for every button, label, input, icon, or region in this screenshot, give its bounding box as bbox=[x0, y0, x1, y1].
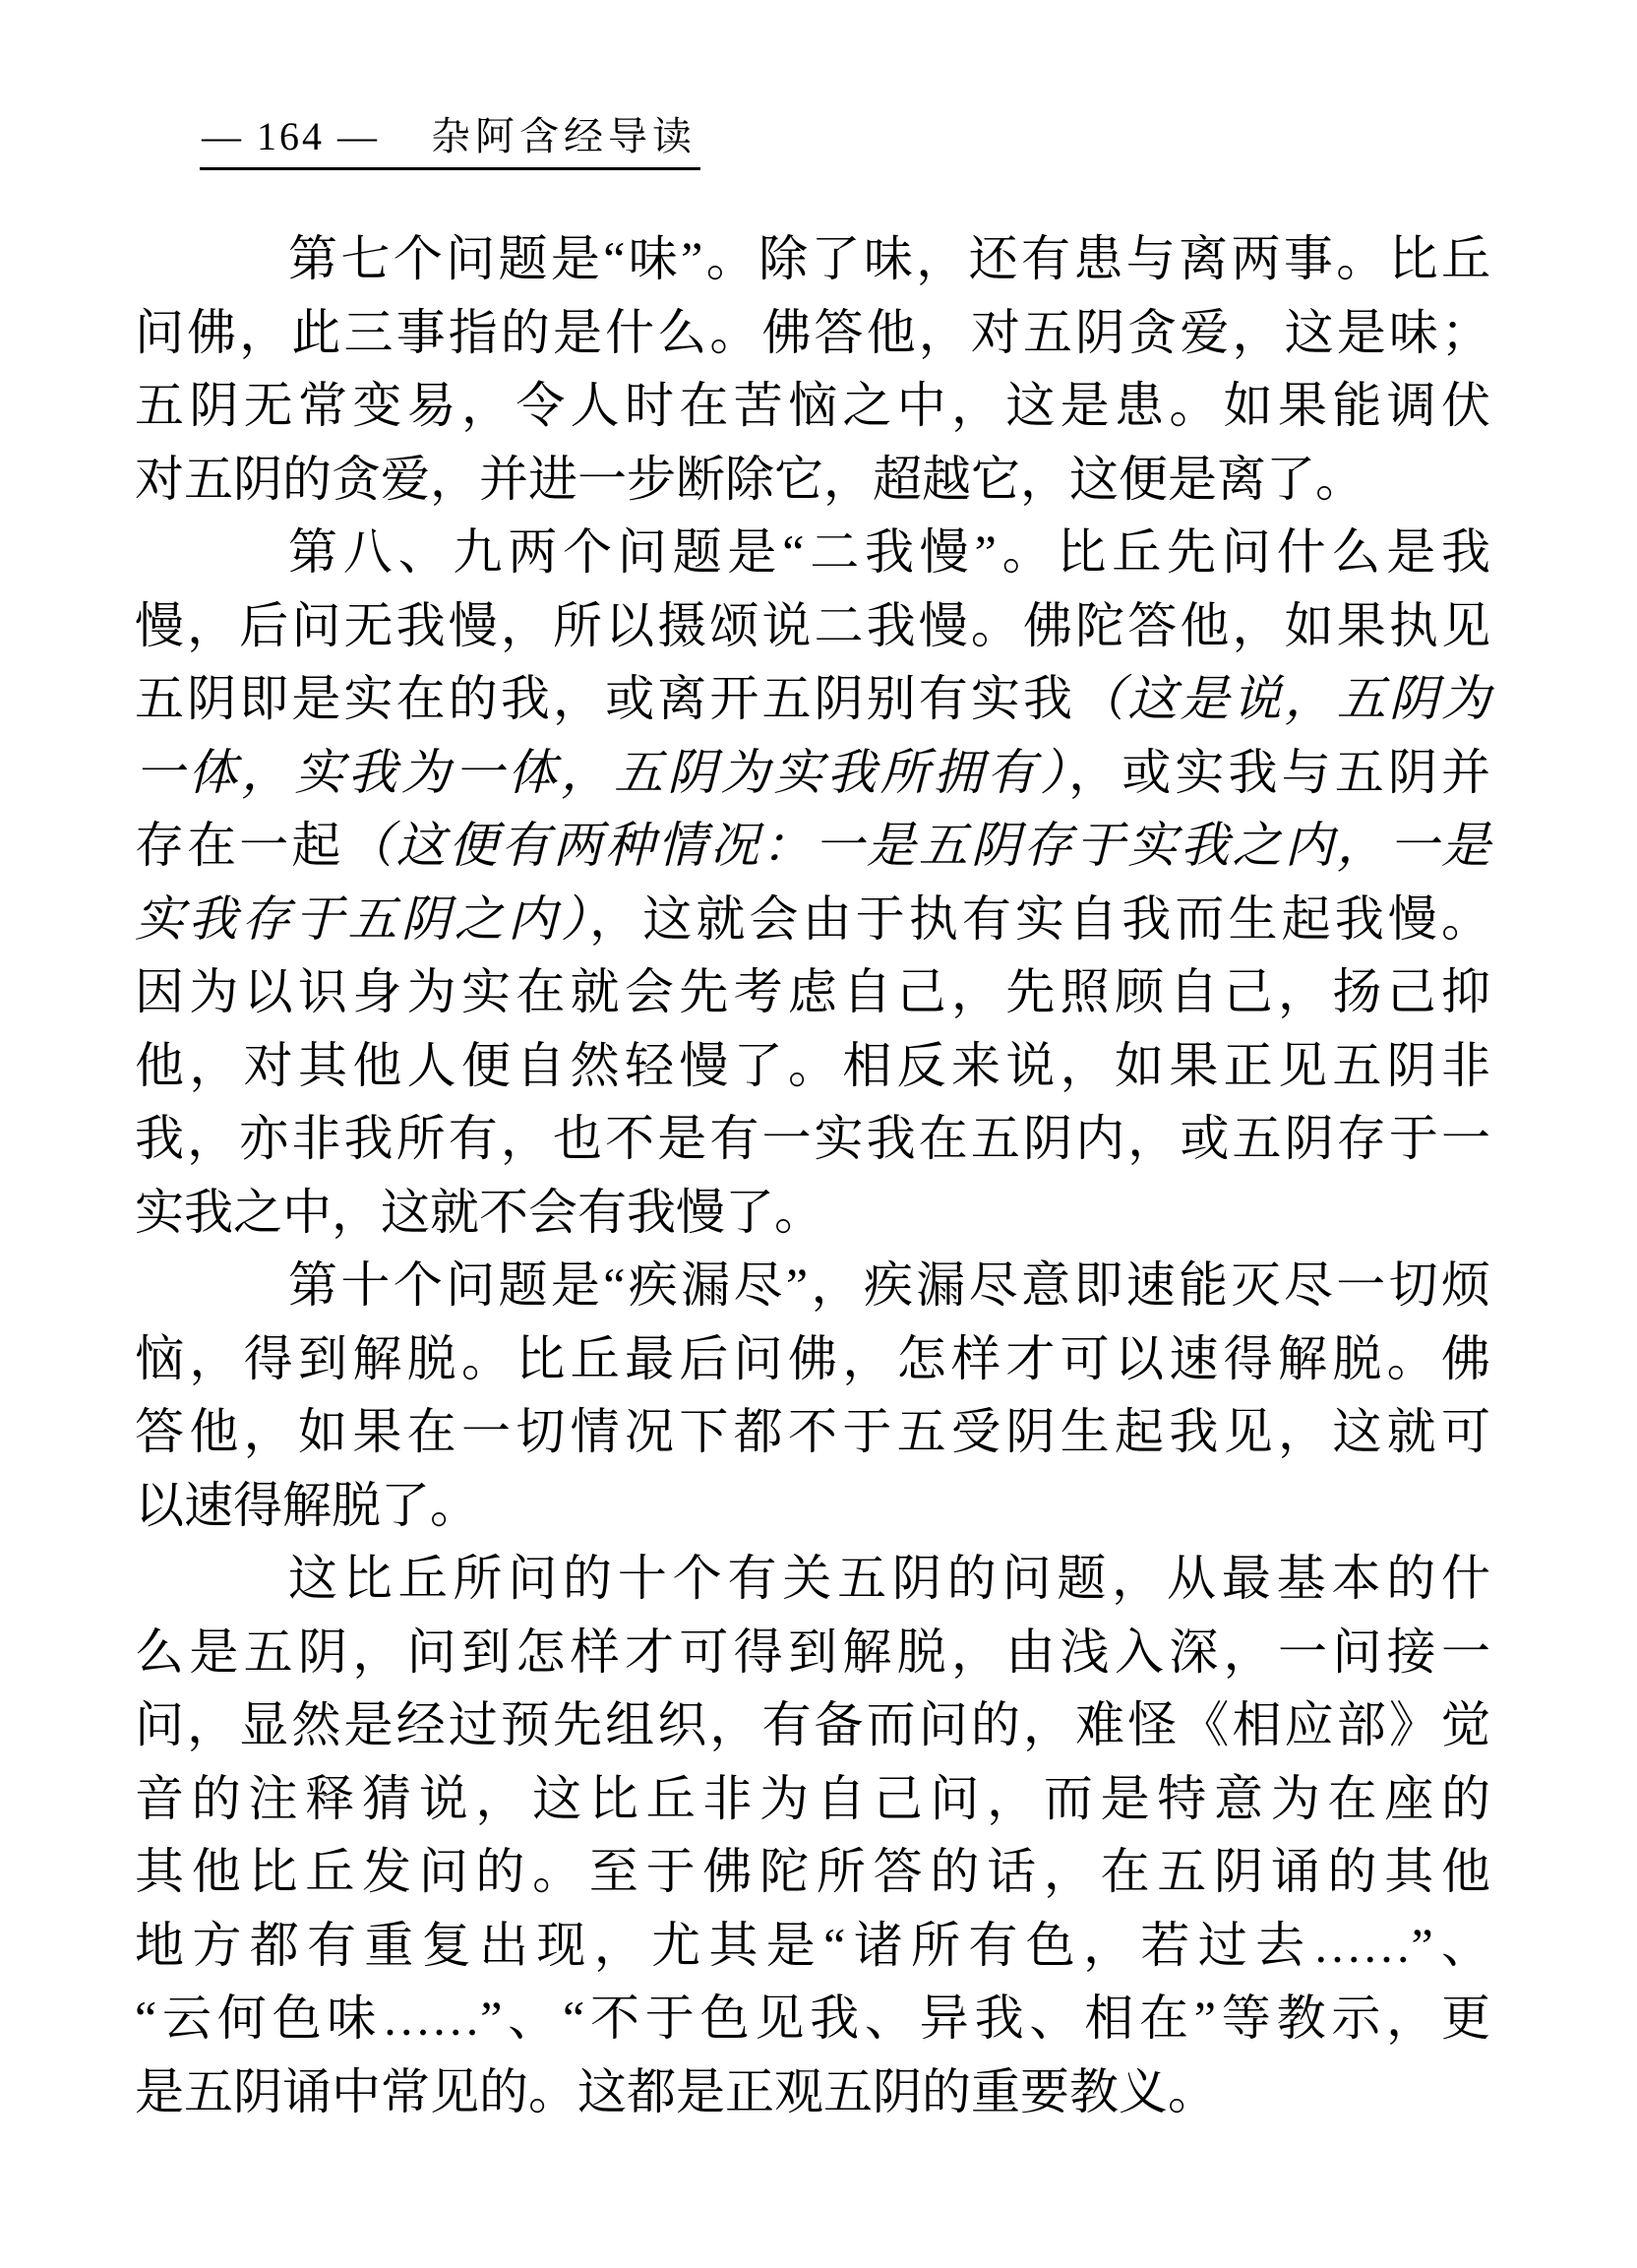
body-text-segment: 他，对其他人便自然轻慢了。相反来说，如果正见五阴非 bbox=[135, 1037, 1490, 1093]
page-number: — 164 — bbox=[202, 114, 380, 158]
body-text-segment: 问佛，此三事指的是什么。佛答他，对五阴贪爱，这是味； bbox=[135, 304, 1490, 360]
body-text-segment: 以速得解脱了。 bbox=[135, 1477, 479, 1533]
text-line bbox=[135, 1029, 1490, 1103]
kaiti-parenthetical-text: 实我存于五阴之内） bbox=[135, 890, 590, 947]
text-line bbox=[135, 883, 1490, 956]
running-head bbox=[200, 114, 700, 170]
text-line bbox=[135, 589, 1490, 663]
book-title: 杂阿含经导读 bbox=[431, 114, 697, 158]
text-line bbox=[135, 1909, 1490, 1983]
body-text-segment: 我，亦非我所有，也不是有一实我在五阴内，或五阴存于一 bbox=[135, 1111, 1490, 1166]
text-line bbox=[135, 1762, 1490, 1836]
body-text-segment: 其他比丘发问的。至于佛陀所答的话，在五阴诵的其他 bbox=[135, 1844, 1490, 1899]
text-line bbox=[135, 1688, 1490, 1762]
kaiti-parenthetical-text: （这便有两种情况：一是五阴存于实我之内，一是 bbox=[343, 818, 1491, 873]
text-line bbox=[135, 222, 1490, 296]
body-text-segment: 慢，后问无我慢，所以摄颂说二我慢。佛陀答他，如果执见 bbox=[135, 597, 1490, 653]
body-text-segment: 实我之中，这就不会有我慢了。 bbox=[135, 1184, 823, 1240]
body-text-segment: 问，显然是经过预先组织，有备而问的，难怪《相应部》觉 bbox=[135, 1697, 1490, 1752]
text-line bbox=[135, 1835, 1490, 1909]
text-line bbox=[135, 1322, 1490, 1396]
body-text-segment: 这比丘所问的十个有关五阴的问题，从最基本的什 bbox=[288, 1551, 1490, 1606]
text-line bbox=[135, 809, 1490, 883]
text-line bbox=[135, 296, 1490, 370]
body-text-segment: 因为以识身为实在就会先考虑自己，先照顾自己，扬己抑 bbox=[135, 964, 1490, 1019]
body-text-segment: 音的注释猜说，这比丘非为自己问，而是特意为在座的 bbox=[135, 1770, 1490, 1826]
body-text-segment: “云何色味……”、“不于色见我、异我、相在”等教示，更 bbox=[135, 1991, 1490, 2046]
text-line bbox=[135, 1249, 1490, 1322]
kaiti-parenthetical-text: （这是说，五阴为 bbox=[1075, 671, 1491, 726]
body-text-segment: 五阴即是实在的我，或离开五阴别有实我 bbox=[135, 671, 1076, 726]
body-text-segment: 第八、九两个问题是“二我慢”。比丘先问什么是我 bbox=[288, 524, 1490, 580]
body-text-block bbox=[135, 222, 1490, 2128]
body-text-segment: ，这就会由于执有实自我而生起我慢。 bbox=[589, 890, 1491, 947]
body-text-segment: 恼，得到解脱。比丘最后问佛，怎样才可以速得解脱。佛 bbox=[135, 1330, 1490, 1386]
text-line bbox=[135, 1395, 1490, 1469]
text-line bbox=[135, 736, 1490, 810]
text-line bbox=[135, 955, 1490, 1029]
text-line bbox=[135, 662, 1490, 736]
text-line bbox=[135, 1616, 1490, 1689]
text-line bbox=[135, 1982, 1490, 2055]
text-line bbox=[135, 1469, 1490, 1543]
text-line bbox=[135, 516, 1490, 589]
body-text-segment: 五阴无常变易，令人时在苦恼之中，这是患。如果能调伏 bbox=[135, 378, 1490, 433]
kaiti-parenthetical-text: 一体，实我为一体，五阴为实我所拥有） bbox=[135, 744, 1069, 800]
text-line bbox=[135, 2055, 1490, 2129]
body-text-segment: 答他，如果在一切情况下都不于五受阴生起我见，这就可 bbox=[135, 1404, 1490, 1459]
body-text-segment: 第十个问题是“疾漏尽”，疾漏尽意即速能灭尽一切烦 bbox=[288, 1257, 1490, 1313]
body-text-segment: 存在一起 bbox=[135, 818, 344, 873]
text-line bbox=[135, 1102, 1490, 1176]
body-text-segment: 地方都有重复出现，尤其是“诸所有色，若过去……”、 bbox=[135, 1917, 1490, 1973]
body-text-segment: ，或实我与五阴并 bbox=[1068, 744, 1491, 800]
text-line bbox=[135, 443, 1490, 517]
text-line bbox=[135, 1542, 1490, 1616]
text-line bbox=[135, 369, 1490, 443]
text-line bbox=[135, 1176, 1490, 1250]
body-text-segment: 第七个问题是“味”。除了味，还有患与离两事。比丘 bbox=[288, 231, 1490, 286]
body-text-segment: 是五阴诵中常见的。这都是正观五阴的重要教义。 bbox=[135, 2063, 1217, 2119]
body-text-segment: 对五阴的贪爱，并进一步断除它，超越它，这便是离了。 bbox=[135, 451, 1364, 507]
body-text-segment: 么是五阴，问到怎样才可得到解脱，由浅入深，一问接一 bbox=[135, 1624, 1490, 1680]
